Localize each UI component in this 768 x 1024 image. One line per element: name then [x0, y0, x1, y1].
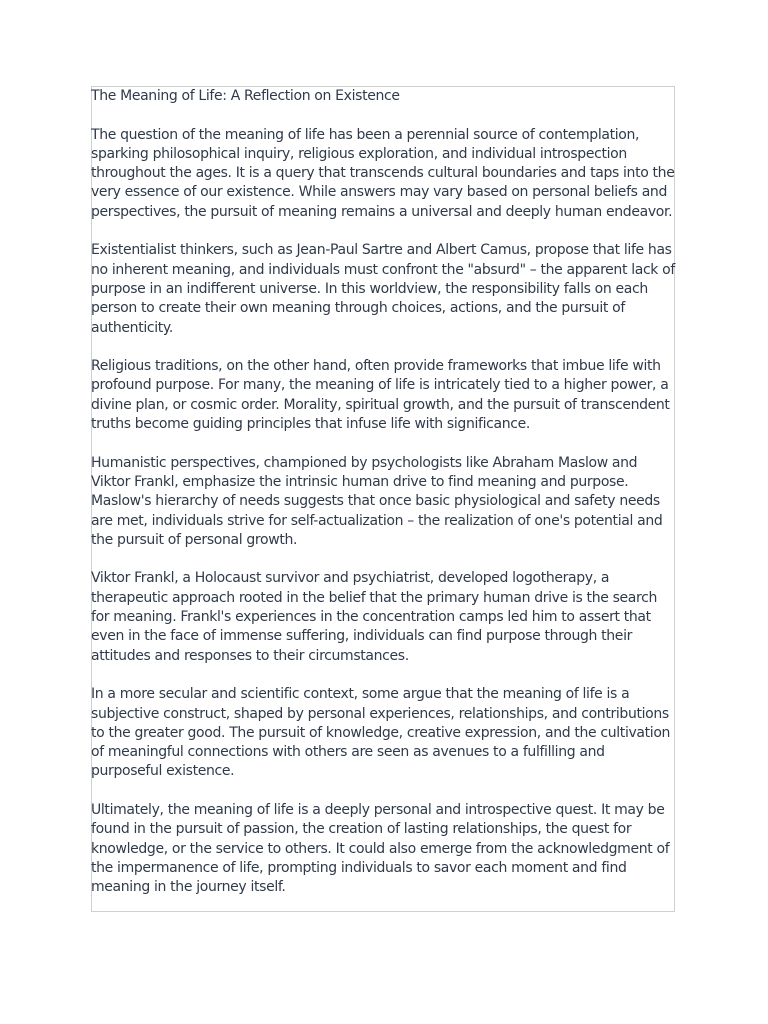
document-body — [91, 87, 677, 897]
paragraph-secular: In a more secular and scientific context, some argue that the meaning of life is a subjective construct, shaped by personal experiences, relationships, and contributions to the greater good. The pursuit of knowledge, creative expression, and the cultivation of meaningful connections with others are seen as avenues to a fulfilling and purposeful existence. — [91, 686, 671, 780]
paragraph-frankl: Viktor Frankl, a Holocaust survivor and psychiatrist, developed logotherapy, a therapeutic approach rooted in the belief that the primary human drive is the search for meaning. Frankl's experiences in the concentration camps led him to assert that even in the face of immense suffering, individuals can find purpose through their attitudes and responses to their circumstances. — [91, 570, 657, 664]
paragraph-existentialism: Existentialist thinkers, such as Jean-Paul Sartre and Albert Camus, propose that life has no inherent meaning, and individuals must confront the "absurd" – the apparent lack of purpose in an indifferent universe. In this worldview, the responsibility falls on each person to create their own meaning through choices, actions, and the pursuit of authenticity. — [91, 242, 675, 336]
paragraph-humanism: Humanistic perspectives, championed by psychologists like Abraham Maslow and Viktor Frankl, emphasize the intrinsic human drive to find meaning and purpose. Maslow's hierarchy of needs suggests that once basic physiological and safety needs are met, individuals strive for self-actualization – the realization of one's potential and the pursuit of personal growth. — [91, 454, 663, 548]
document-title: The Meaning of Life: A Reflection on Existence — [91, 88, 400, 104]
paragraph-conclusion: Ultimately, the meaning of life is a deeply personal and introspective quest. It may be found in the pursuit of passion, the creation of lasting relationships, the quest for knowledge, or the service to others. It could also emerge from the acknowledgment of the impermanence of life, prompting individuals to savor each moment and find meaning in the journey itself. — [91, 801, 670, 896]
paragraph-introduction: The question of the meaning of life has been a perennial source of contemplation, sparking philosophical inquiry, religious exploration, and individual introspection throughout the ages. It is a query that transcends cultural boundaries and taps into the very essence of our existence. While answers may vary based on personal beliefs and perspectives, the pursuit of meaning remains a universal and deeply human endeavor. — [91, 126, 675, 220]
paragraph-religion: Religious traditions, on the other hand, often provide frameworks that imbue life with profound purpose. For many, the meaning of life is intricately tied to a higher power, a divine plan, or cosmic order. Morality, spiritual growth, and the pursuit of transcendent truths become guiding principles that infuse life with significance. — [91, 358, 670, 433]
